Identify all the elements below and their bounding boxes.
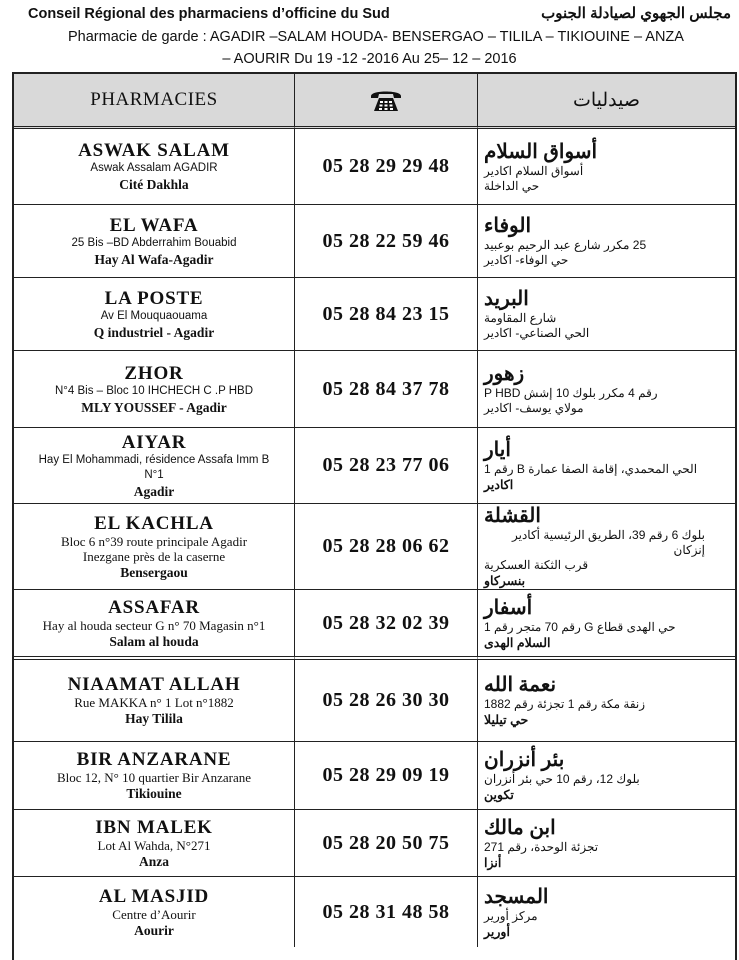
pharmacy-address: Hay El Mohammadi, résidence Assafa Imm B [38,453,270,466]
phone-cell [295,428,478,504]
pharmacy-table [12,72,737,960]
pharmacy-address: Hay al houda secteur G n° 70 Magasin n°1 [42,617,266,633]
phone-number: 05 28 22 59 46 [322,229,450,252]
pharmacy-name-ar: أيار [484,439,511,461]
pharmacy-name-ar: البريد [484,288,529,310]
phone-cell [295,810,478,877]
pharmacy-quarter: Cité Dakhla [119,177,189,192]
column-header-pharmacies-ar [478,74,735,129]
pharmacy-address: Bloc 12, N° 10 quartier Bir Anzarane [56,770,251,785]
pharmacy-quarter-ar: الحي الصناعي- اكادير [484,326,590,340]
pharmacy-address: Av El Mouquaouama [100,309,208,322]
pharmacy-address-line2: Inezgane près de la caserne [82,548,226,564]
pharmacy-address-line2: N°1 [144,468,164,481]
column-header-pharmacies-label: PHARMACIES [90,89,218,110]
pharmacy-quarter-ar: تكوين [484,788,514,802]
pharmacy-address-ar: زنقة مكة رقم 1 تجزئة رقم 1882 [484,697,646,711]
pharmacy-name: AL MASJID [98,885,210,907]
phone-number: 05 28 29 09 19 [322,764,450,786]
phone-cell [295,278,478,351]
pharmacy-address-ar: 25 مكرر شارع عبد الرحيم بوعبيد [484,238,647,252]
pharmacy-name: LA POSTE [104,287,204,309]
pharmacy-quarter: Salam al houda [109,633,199,649]
pharmacy-name-ar: أسواق السلام [484,140,598,163]
pharmacy-address: N°4 Bis – Bloc 10 IHCHECH C .P HBD [54,384,254,397]
column-header-pharmacies-ar-label: صيدليات [572,89,641,111]
pharmacy-address-ar: مركز أورير [484,908,538,923]
phone-cell [295,660,478,742]
phone-number: 05 28 31 48 58 [322,900,450,923]
phone-cell [295,590,478,660]
phone-cell [295,129,478,205]
pharmacy-quarter: Aourir [134,922,174,938]
pharmacy-ar-cell [478,504,735,590]
pharmacy-name-ar: أسفار [484,596,533,619]
phone-number: 05 28 20 50 75 [322,831,450,854]
pharmacy-address-ar: بلوك 12، رقم 10 حي بئر أنزران [484,772,640,786]
pharmacy-ar-cell [478,660,735,742]
pharmacy-fr-cell [14,810,295,877]
pharmacy-quarter-ar: حي تيليلا [484,713,529,727]
phone-number: 05 28 28 06 62 [322,535,450,557]
pharmacy-quarter: Tikiouine [126,786,182,801]
pharmacy-fr-cell [14,742,295,810]
pharmacy-name: NIAAMAT ALLAH [67,674,241,695]
pharmacy-ar-cell [478,129,735,205]
pharmacy-name-ar: بئر أنزران [484,749,565,771]
pharmacy-quarter: MLY YOUSSEF - Agadir [81,399,227,415]
phone-number: 05 28 23 77 06 [322,454,450,476]
pharmacy-name: AIYAR [121,431,187,453]
pharmacy-address-ar-line2: قرب الثكنة العسكرية [484,558,589,572]
pharmacy-address-ar: شارع المقاومة [484,311,557,325]
pharmacy-address: Lot Al Wahda, N°271 [97,837,211,853]
pharmacy-quarter: Bensergaou [120,564,188,580]
phone-cell [295,877,478,947]
pharmacy-ar-cell [478,877,735,947]
pharmacy-name: ASWAK SALAM [78,140,230,161]
pharmacy-fr-cell [14,351,295,428]
pharmacy-quarter-ar: اكادير [484,478,514,492]
pharmacy-name-ar: القشلة [484,505,541,527]
pharmacy-ar-cell [478,205,735,278]
pharmacy-quarter: Hay Al Wafa-Agadir [94,251,214,267]
pharmacy-address: Aswak Assalam AGADIR [90,162,218,174]
pharmacy-quarter: Agadir [133,483,175,499]
pharmacy-fr-cell [14,278,295,351]
column-header-pharmacies [14,74,295,129]
pharmacy-fr-cell [14,660,295,742]
pharmacy-fr-cell [14,205,295,278]
phone-cell [295,351,478,428]
pharmacy-address: Rue MAKKA n° 1 Lot n°1882 [74,695,234,710]
duty-dates: – AOURIR Du 19 -12 -2016 Au 25– 12 – 2016 [222,51,517,67]
pharmacy-name: BIR ANZARANE [76,749,232,770]
council-title-ar: مجلس الجهوي لصيادلة الجنوب [541,5,731,22]
pharmacy-ar-cell [478,742,735,810]
phone-icon [369,87,403,113]
pharmacy-fr-cell [14,129,295,205]
pharmacy-quarter: Q industriel - Agadir [93,324,215,340]
pharmacy-name-ar: نعمة الله [484,674,557,696]
pharmacy-address-ar: تجزئة الوحدة، رقم 271 [484,839,599,854]
pharmacy-fr-cell [14,877,295,947]
pharmacy-address: Bloc 6 n°39 route principale Agadir [60,533,248,549]
phone-number: 05 28 26 30 30 [322,689,450,711]
column-header-phone [295,74,478,129]
duty-line: Pharmacie de garde : AGADIR –SALAM HOUDA- BENSERGAO – TILILA – TIKIOUINE – ANZA [68,29,684,45]
pharmacy-quarter: Hay Tilila [125,711,183,726]
phone-number: 05 28 29 29 48 [322,155,450,177]
pharmacy-ar-cell [478,810,735,877]
pharmacy-name-ar: المسجد [484,885,549,908]
phone-number: 05 28 84 23 15 [322,302,450,325]
pharmacy-address-ar: الحي المحمدي، إقامة الصفا عمارة B رقم 1 [484,462,698,476]
pharmacy-quarter-ar: أنزا [484,855,502,870]
pharmacy-address-ar: بلوك 6 رقم 39، الطريق الرئيسية أكادير إنزكان [511,528,705,557]
pharmacy-address-ar: رقم 4 مكرر بلوك 10 إشش P HBD [484,386,658,400]
pharmacy-quarter-ar: حي الداخلة [484,178,540,193]
pharmacy-address: 25 Bis –BD Abderrahim Bouabid [71,236,237,249]
pharmacy-name: IBN MALEK [95,816,213,838]
phone-number: 05 28 84 37 78 [322,377,450,400]
phone-number: 05 28 32 02 39 [322,611,450,634]
council-title-fr: Conseil Régional des pharmaciens d’officine du Sud [28,6,390,22]
pharmacy-name: EL WAFA [109,214,199,236]
pharmacy-name: ZHOR [124,362,184,384]
pharmacy-quarter-ar: مولاي يوسف- اكادير [484,401,584,415]
pharmacy-ar-cell [478,351,735,428]
pharmacy-ar-cell [478,590,735,660]
pharmacy-quarter-ar: بنسركاو [484,574,526,588]
pharmacy-name-ar: ابن مالك [484,816,556,839]
pharmacy-quarter-ar: حي الوفاء- اكادير [484,253,569,267]
pharmacy-address-ar: حي الهدى قطاع G رقم 70 متجر رقم 1 [484,619,676,634]
pharmacy-name-ar: زهور [484,363,525,385]
phone-cell [295,205,478,278]
pharmacy-quarter: Anza [139,853,169,869]
pharmacy-fr-cell [14,504,295,590]
pharmacy-fr-cell [14,428,295,504]
pharmacy-address: Centre d’Aourir [112,906,196,922]
phone-cell [295,742,478,810]
pharmacy-address-ar: أسواق السلام اكادير [484,163,584,178]
pharmacy-quarter-ar: السلام الهدى [484,635,551,650]
pharmacy-name: ASSAFAR [108,596,200,618]
pharmacy-quarter-ar: أورير [484,924,510,939]
pharmacy-fr-cell [14,590,295,660]
pharmacy-name: EL KACHLA [94,512,214,534]
pharmacy-ar-cell [478,428,735,504]
pharmacy-name-ar: الوفاء [484,215,532,237]
pharmacy-ar-cell [478,278,735,351]
phone-cell [295,504,478,590]
